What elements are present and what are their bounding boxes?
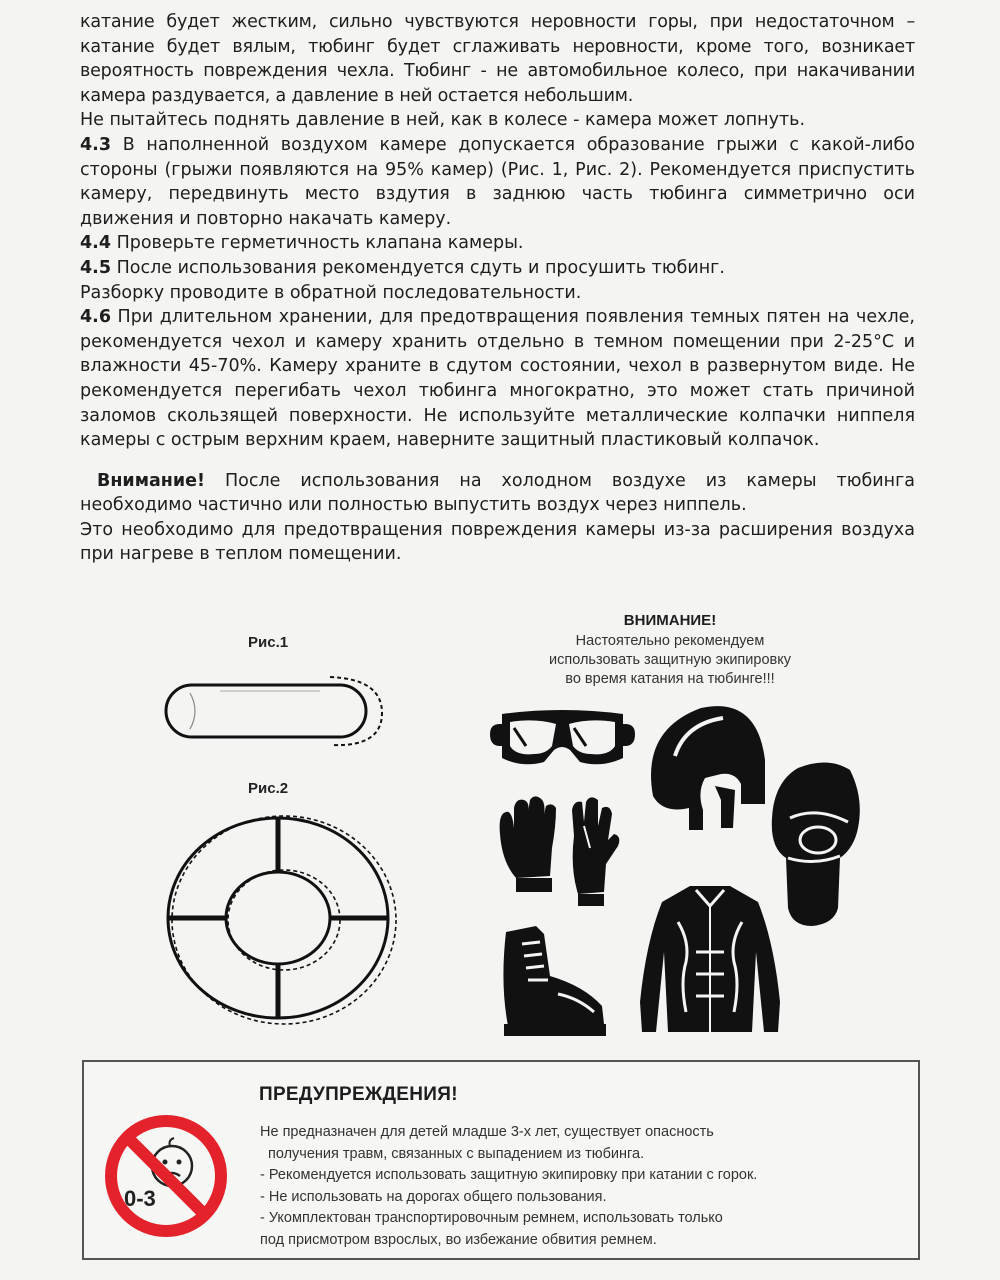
gear-attention-title: ВНИМАНИЕ!: [623, 612, 717, 629]
gear-line: использовать защитную экипировку: [549, 652, 791, 668]
section-number: 4.4: [80, 233, 112, 254]
age-label: 0-3: [124, 1186, 156, 1211]
jacket-icon: [640, 882, 780, 1037]
helmet-icon: [645, 700, 765, 840]
section-4-6: [80, 305, 915, 453]
fig2-label: Рис.2: [248, 780, 289, 797]
section-text: При длительном хранении, для предотвращения появления темных пятен на чехле, рекомендуется чехол и камеру хранить отдельно в темном помещении при 2-25°C и влажности 45-70%. Камеру храните в сдутом состоянии, чехол в развернутом виде. Не рекомендуется перегибать чехол тюбинга многократно, это может стать причиной заломов скользящей поверхности. Не используйте металлические колпачки ниппеля камеры с острым верхним краем, наверните защитный пластиковый колпачок.: [80, 307, 915, 451]
gear-line: Настоятельно рекомендуем: [575, 633, 765, 649]
warning-line: под присмотром взрослых, во избежание обвития ремнем.: [260, 1231, 657, 1248]
warning-line: Не предназначен для детей младше 3-х лет, существует опасность: [260, 1124, 714, 1140]
paragraph-pressure-warning: Не пытайтесь поднять давление в ней, как в колесе - камера может лопнуть.: [80, 110, 806, 131]
section-text: Проверьте герметичность клапана камеры.: [111, 233, 524, 254]
section-4-5: [80, 256, 915, 281]
section-number: 4.6: [80, 307, 112, 328]
warnings-title: ПРЕДУПРЕЖДЕНИЯ!: [259, 1084, 458, 1105]
warnings-box: [82, 1060, 920, 1260]
knee-pad-icon: [768, 758, 868, 928]
gloves-icon: [494, 796, 624, 908]
attention-paragraph: [80, 469, 915, 518]
fig1-tube-side-view: [160, 665, 390, 755]
paragraph-continuation: катание будет жестким, сильно чувствуются неровности горы, при недостаточном – катание будет вялым, тюбинг будет сглаживать неровности, кроме того, возникает вероятность повреждения чехла. Тюбинг - не автомобильное колесо, при накачивании камера раздувается, а давление в ней остается небольшим.: [80, 12, 915, 106]
section-4-5-extra: Разборку проводите в обратной последовательности.: [80, 282, 582, 303]
no-children-icon: [104, 1114, 228, 1238]
section-number: 4.5: [80, 257, 112, 278]
instructions-text: [80, 10, 915, 567]
fig1-label: Рис.1: [248, 634, 289, 651]
attention-text: После использования на холодном воздухе из камеры тюбинга необходимо частично или полностью выпустить воздух через ниппель.: [80, 470, 915, 516]
warning-line: - Не использовать на дорогах общего пользования.: [260, 1188, 607, 1205]
warning-line: - Рекомендуется использовать защитную экипировку при катании с горок.: [260, 1167, 758, 1183]
fig2-tube-top-view: [160, 808, 400, 1033]
section-number: 4.3: [80, 134, 112, 155]
section-4-3: [80, 133, 915, 231]
gear-attention-text: [480, 632, 860, 689]
attention-extra: Это необходимо для предотвращения повреждения камеры из-за расширения воздуха при нагреве в теплом помещении.: [80, 519, 915, 565]
section-text: После использования рекомендуется сдуть и просушить тюбинг.: [111, 257, 725, 278]
gear-line: во время катания на тюбинге!!!: [565, 671, 775, 687]
attention-label: Внимание!: [97, 470, 206, 491]
goggles-icon: [490, 706, 635, 776]
section-text: В наполненной воздухом камере допускается образование грыжи с какой-либо стороны (грыжи появляются на 95% камер) (Рис. 1, Рис. 2). Рекомендуется приспустить камеру, передвинуть место вздутия в заднюю часть тюбинга симметрично оси движения и повторно накачать камеру.: [80, 134, 915, 229]
section-4-4: [80, 231, 915, 256]
warnings-list: [260, 1122, 880, 1251]
warning-line: получения травм, связанных с выпадением из тюбинга.: [268, 1145, 645, 1162]
warning-line: - Укомплектован транспортировочным ремнем, использовать только: [260, 1210, 723, 1226]
boot-icon: [500, 924, 606, 1039]
